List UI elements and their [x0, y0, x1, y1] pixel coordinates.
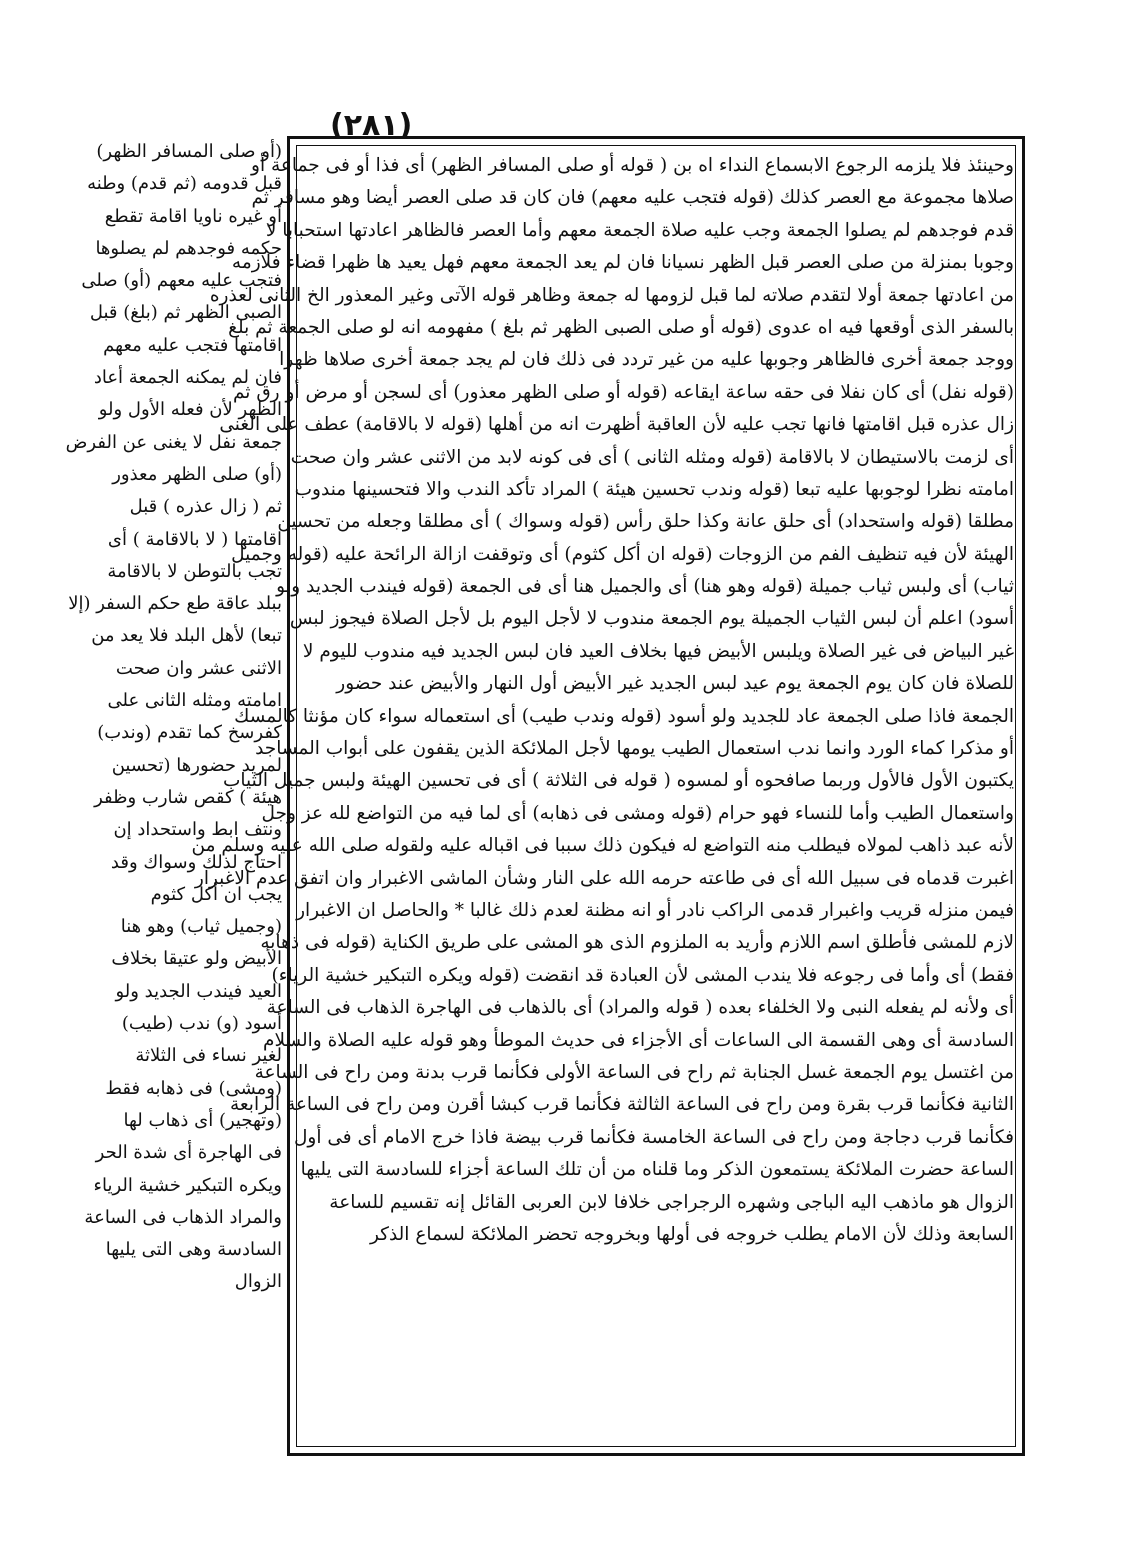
margin-text-line: (أو) صلى الظهر معذور: [112, 463, 282, 485]
main-text-line: أسود) اعلم أن لبس الثياب الجميلة يوم الجمعة مندوب لا لأجل اليوم بل لأجل الصلاة فيجوز لبس: [289, 608, 1014, 630]
main-text-line: فيمن منزله قريب واغبرار قدمى الراكب نادر أو انه مظنة لعدم ذلك غالبا * والحاصل ان الاغبرار: [296, 899, 1014, 921]
margin-text-line: ويكره التبكير خشية الرياء: [93, 1174, 282, 1196]
margin-text-line: ثم ( زال عذره ) قبل: [129, 496, 282, 518]
margin-text-line: الظهر لأن فعله الأول ولو: [98, 399, 282, 421]
margin-text-line: فى الهاجرة أى شدة الحر: [95, 1142, 282, 1164]
margin-text-line: الصبى الظهر ثم (بلغ) قبل: [89, 302, 282, 324]
margin-text-line: (أو صلى المسافر الظهر): [96, 141, 282, 162]
main-text-line: السادسة أى وهى القسمة الى الساعات أى الأجزاء فى حديث الموطأ وهو قوله عليه الصلاة والسلام: [262, 1029, 1014, 1051]
margin-text-line: احتاج لذلك وسواك وقد: [110, 851, 282, 873]
margin-text-line: تبعا) لأهل البلد فلا يعد من: [91, 625, 282, 647]
main-text-line: غير البياض فى غير الصلاة ويلبس الأبيض فيها بخلاف العيد فان لبس الجديد فيه مندوب لليوم لا: [302, 640, 1014, 662]
margin-text-line: جمعة نفل لا يغنى عن الفرض: [65, 431, 282, 453]
main-text-line: واستعمال الطيب وأما للنساء فهو حرام (قوله ومشى فى ذهابه) أى لما فيه من التواضع لله عز وجل: [261, 802, 1014, 824]
margin-text-line: العيد فيندب الجديد ولو: [115, 980, 282, 1002]
margin-text-line: أسود (و) ندب (طيب): [121, 1013, 282, 1035]
margin-text-line: لغير نساء فى الثلاثة: [135, 1045, 282, 1067]
main-text-line: لأنه عبد ذاهب لمولاه فيطلب منه التواضع له فيكون ذلك سببا فى اقباله عليه ولقوله صلى الله عليه وسلم من: [191, 835, 1014, 857]
page-number: (٢٨١): [330, 108, 413, 143]
margin-commentary: [65, 136, 282, 1299]
main-text-line: امامته نظرا لوجوبها عليه تبعا (قوله وندب تحسين هيئة ) المراد تأكد الندب والا فتحسينها مندوب: [294, 478, 1014, 500]
main-text-line: من اغتسل يوم الجمعة غسل الجنابة ثم راح فى الساعة الأولى فكأنما قرب بدنة ومن راح فى الساعة: [254, 1061, 1014, 1083]
main-text-line: الهيئة لأن فيه تنظيف الفم من الزوجات (قوله ان أكل كثوم) أى وتوقفت ازالة الرائحة عليه (قوله وجميل: [231, 543, 1014, 565]
main-text-line: الجمعة فاذا صلى الجمعة عاد للجديد ولو أسود (قوله وندب طيب) أى استعماله سواء كان مؤنثا كالمسك: [234, 705, 1014, 727]
main-text-line: قدم فوجدهم لم يصلوا الجمعة وجب عليه صلاة الجمعة معهم وأما العصر فالظاهر اعادتها استحبابا لا: [265, 219, 1014, 241]
margin-text-line: يجب ان أكل كثوم: [150, 883, 282, 905]
main-text-line: الزوال هو ماذهب اليه الباجى وشهره الرجراجى خلافا لابن العربى القائل إنه تقسيم للساعة: [329, 1191, 1014, 1213]
main-text-line: مطلقا (قوله واستحداد) أى حلق عانة وكذا حلق رأس (قوله وسواك ) أى مطلقا وجعله من تحسين: [277, 511, 1014, 533]
margin-text-line: اقامتها فتجب عليه معهم: [103, 334, 282, 356]
margin-text-line: (وجميل ثياب) وهو هنا: [120, 916, 282, 938]
margin-text-line: كفرسخ كما تقدم (وندب): [97, 722, 282, 744]
margin-text-line: (وتهجير) أى ذهاب لها: [123, 1109, 282, 1131]
margin-text-line: ونتف ابط واستحداد إن: [113, 819, 282, 841]
margin-text-line: ببلد عاقة طع حكم السفر (إلا: [68, 593, 282, 615]
main-text-line: (قوله نفل) أى كان نفلا فى حقه ساعة ايقاعه (قوله أو صلى الظهر معذور) أى لسجن أو مرض أو رق ثم: [232, 381, 1014, 403]
main-text-line: بالسفر الذى أوقعها فيه اه عدوى (قوله أو صلى الصبى الظهر ثم بلغ ) مفهومه انه لو صلى الجمعة ثم بلغ: [228, 316, 1014, 338]
main-text-line: ثياب) أى ولبس ثياب جميلة (قوله وهو هنا) أى والجميل هنا أى فى الجمعة (قوله فيندب الجديد ولو: [276, 576, 1014, 598]
margin-text-line: الأبيض ولو عتيقا بخلاف: [111, 948, 282, 970]
main-text-line: الساعة حضرت الملائكة يستمعون الذكر وما قلناه من أن تلك الساعة أجزاء للسادسة التى يليها: [300, 1159, 1014, 1181]
main-text-line: فكأنما قرب دجاجة ومن راح فى الساعة الخامسة فكأنما قرب بيضة فاذا خرج الامام أى فى أول: [293, 1126, 1014, 1148]
main-text-line: لازم للمشى فأطلق اسم اللازم وأريد به الملزوم الذى هو المشى على طريق الكناية (قوله فى ذهابه: [260, 932, 1014, 954]
main-text-line: زال عذره قبل اقامتها فانها تجب عليه لأن العاقبة أظهرت انه من أهلها (قوله لا بالاقامة) عطف على الغنى: [219, 414, 1014, 436]
margin-text-line: (ومشى) فى ذهابه فقط: [105, 1077, 282, 1099]
margin-text-line: هيئة ) كقص شارب وظفر: [94, 786, 282, 808]
main-text-line: أى لزمت بالاستيطان لا بالاقامة (قوله ومثله الثانى ) أى فى كونه لابد من الاثنى عشر وان صحت: [290, 446, 1014, 468]
margin-text-line: أو غيره ناويا اقامة تقطع: [104, 205, 282, 227]
margin-text-line: امامته ومثله الثانى على: [107, 690, 282, 712]
margin-text-line: تجب بالتوطن لا بالاقامة: [107, 560, 282, 582]
main-text-line: وحينئذ فلا يلزمه الرجوع الابسماع النداء اه بن ( قوله أو صلى المسافر الظهر) أى فذا أو فى جماعة أو: [251, 155, 1014, 176]
margin-text-line: فان لم يمكنه الجمعة أعاد: [93, 367, 282, 389]
main-text-line: الثانية فكأنما قرب بقرة ومن راح فى الساعة الثالثة فكأنما قرب كبشا أقرن ومن راح فى الساعة الرابعة: [229, 1094, 1014, 1116]
margin-text-line: قبل قدومه (ثم قدم) وطنه: [87, 173, 282, 195]
margin-text-line: الاثنى عشر وان صحت: [115, 657, 282, 679]
main-text-line: ووجد جمعة أخرى فالظاهر وجوبها عليه من غير تردد فى ذلك فان لم يجد جمعة أخرى صلاها ظهرا: [279, 349, 1014, 371]
margin-text-line: الزوال: [234, 1271, 282, 1293]
main-text-line: أو مذكرا كماء الورد وانما ندب استعمال الطيب يومها لأجل الملائكة الذين يقفون على أبواب المساجد: [255, 738, 1014, 760]
main-text-line: من اعادتها جمعة أولا لتقدم صلاته لما قبل لزومها له جمعة وظاهر قوله الآتى وغير المعذور الخ الثانى لعذره: [209, 284, 1014, 306]
main-text-line: وجوبا بمنزلة من صلى العصر قبل الظهر نسيانا فان لم يعد الجمعة معهم فهل يعيد ها ظهرا قضاء فلازمه: [231, 252, 1014, 274]
main-text-line: اغبرت قدماه فى سبيل الله أى فى طاعته حرمه الله على النار وشأن الماشى الاغبرار وان اتفق عدم الاغبرار: [194, 867, 1014, 889]
margin-text-line: اقامتها ( لا بالاقامة ) أى: [107, 528, 282, 550]
main-text-line: فقط) أى وأما فى رجوعه فلا يندب المشى لأن العبادة قد انقضت (قوله ويكره التبكير خشية الرياء): [271, 964, 1014, 986]
main-text-line: للصلاة فان كان يوم الجمعة يوم عيد لبس الجديد غير الأبيض أول النهار والأبيض عند حضور: [336, 673, 1014, 695]
margin-text-line: السادسة وهى التى يليها: [105, 1239, 282, 1261]
main-text-line: السابعة وذلك لأن الامام يطلب خروجه فى أولها وبخروجه تحضر الملائكة لسماع الذكر: [369, 1223, 1014, 1245]
main-text-line: أى ولأنه لم يفعله النبى ولا الخلفاء بعده ( قوله والمراد) أى بالذهاب فى الهاجرة الذهاب فى الساعة: [266, 997, 1014, 1019]
margin-text-line: حكمه فوجدهم لم يصلوها: [95, 237, 282, 259]
margin-text-line: والمراد الذهاب فى الساعة: [84, 1206, 282, 1228]
margin-text-line: فتجب عليه معهم (أو) صلى: [81, 270, 282, 292]
main-text-line: يكتبون الأول فالأول وربما صافحوه أو لمسوه ( قوله فى الثلاثة ) أى فى تحسين الهيئة ولبس جميل الثياب: [223, 770, 1014, 792]
main-text-line: صلاها مجموعة مع العصر كذلك (قوله فتجب عليه معهم) فان كان قد صلى العصر أيضا وهو مسافر ثم: [251, 187, 1014, 209]
margin-text-line: لمريد حضورها (تحسين: [111, 754, 282, 776]
